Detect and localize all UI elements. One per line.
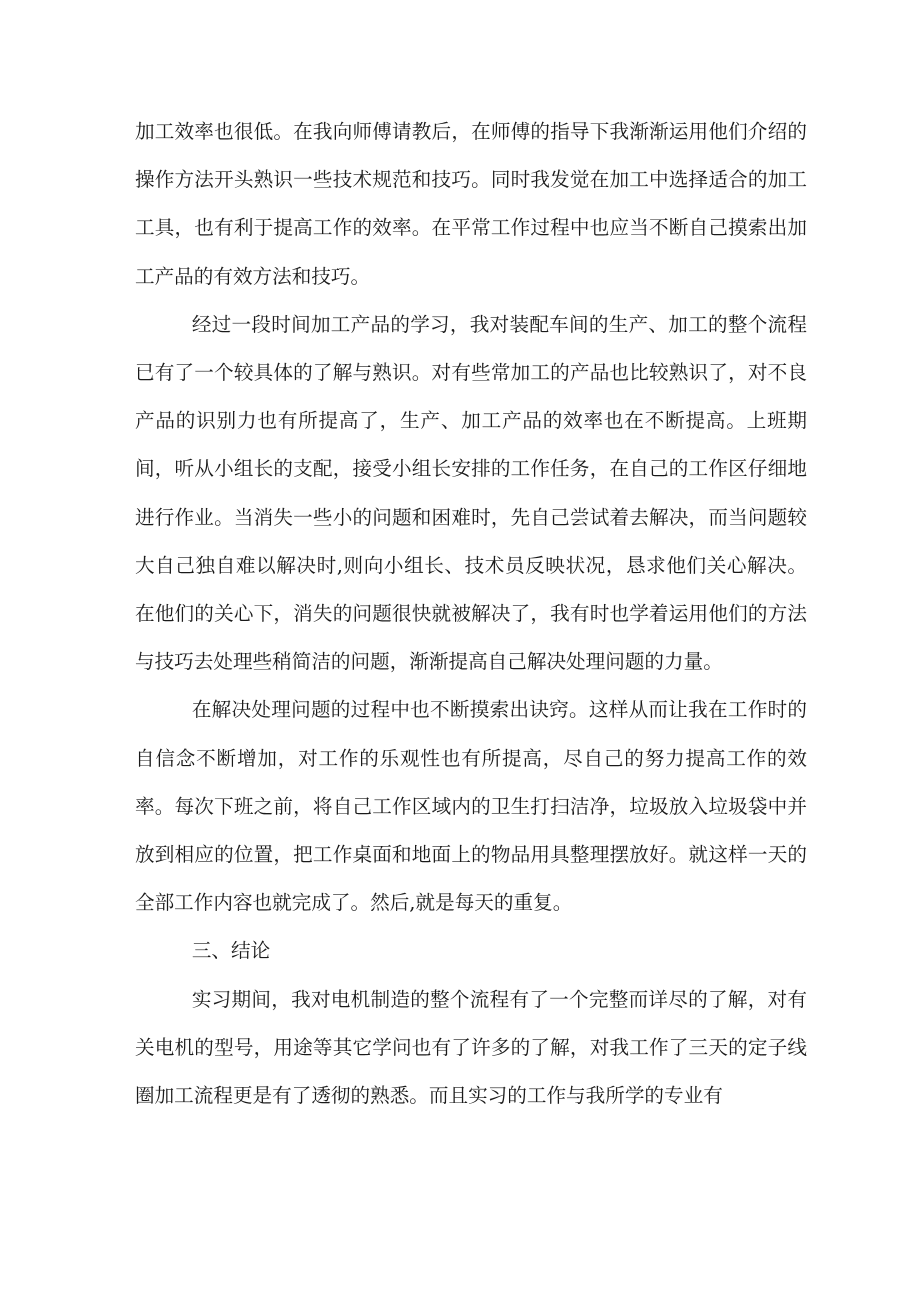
- paragraph-conclusion: 实习期间，我对电机制造的整个流程有了一个完整而详尽的了解，对有关电机的型号，用途等其它学问也有了许多的了解，对我工作了三天的定子线圈加工流程更是有了透彻的熟悉。而且实习的工作与我所学的专业有: [135, 987, 807, 1108]
- section-heading-conclusion: 三、结论: [191, 939, 271, 963]
- paragraph-problem-solving: 在解决处理问题的过程中也不断摸索出诀窍。这样从而让我在工作时的自信念不断增加，对工作的乐观性也有所提高，尽自己的努力提高工作的效率。每次下班之前，将自己工作区域内的卫生打扫洁净，垃圾放入垃圾袋中并放到相应的位置，把工作桌面和地面上的物品用具整理摆放好。就这样一天的全部工作内容也就完成了。然后,就是每天的重复。: [135, 698, 807, 915]
- paragraph-learning-process: 经过一段时间加工产品的学习，我对装配车间的生产、加工的整个流程已有了一个较具体的了解与熟识。对有些常加工的产品也比较熟识了，对不良产品的识别力也有所提高了，生产、加工产品的效率也在不断提高。上班期间，听从小组长的支配，接受小组长安排的工作任务，在自己的工作区仔细地进行作业。当消失一些小的问题和困难时，先自己尝试着去解决，而当问题较大自己独自难以解决时,则向小组长、技术员反映状况，恳求他们关心解决。在他们的关心下，消失的问题很快就被解决了，我有时也学着运用他们的方法与技巧去处理些稍简洁的问题，渐渐提高自己解决处理问题的力量。: [135, 312, 807, 674]
- paragraph-continued: 加工效率也很低。在我向师傅请教后，在师傅的指导下我渐渐运用他们介绍的操作方法开头熟识一些技术规范和技巧。同时我发觉在加工中选择适合的加工工具，也有利于提高工作的效率。在平常工作过程中也应当不断自己摸索出加工产品的有效方法和技巧。: [135, 120, 807, 288]
- body-text: [135, 108, 807, 1120]
